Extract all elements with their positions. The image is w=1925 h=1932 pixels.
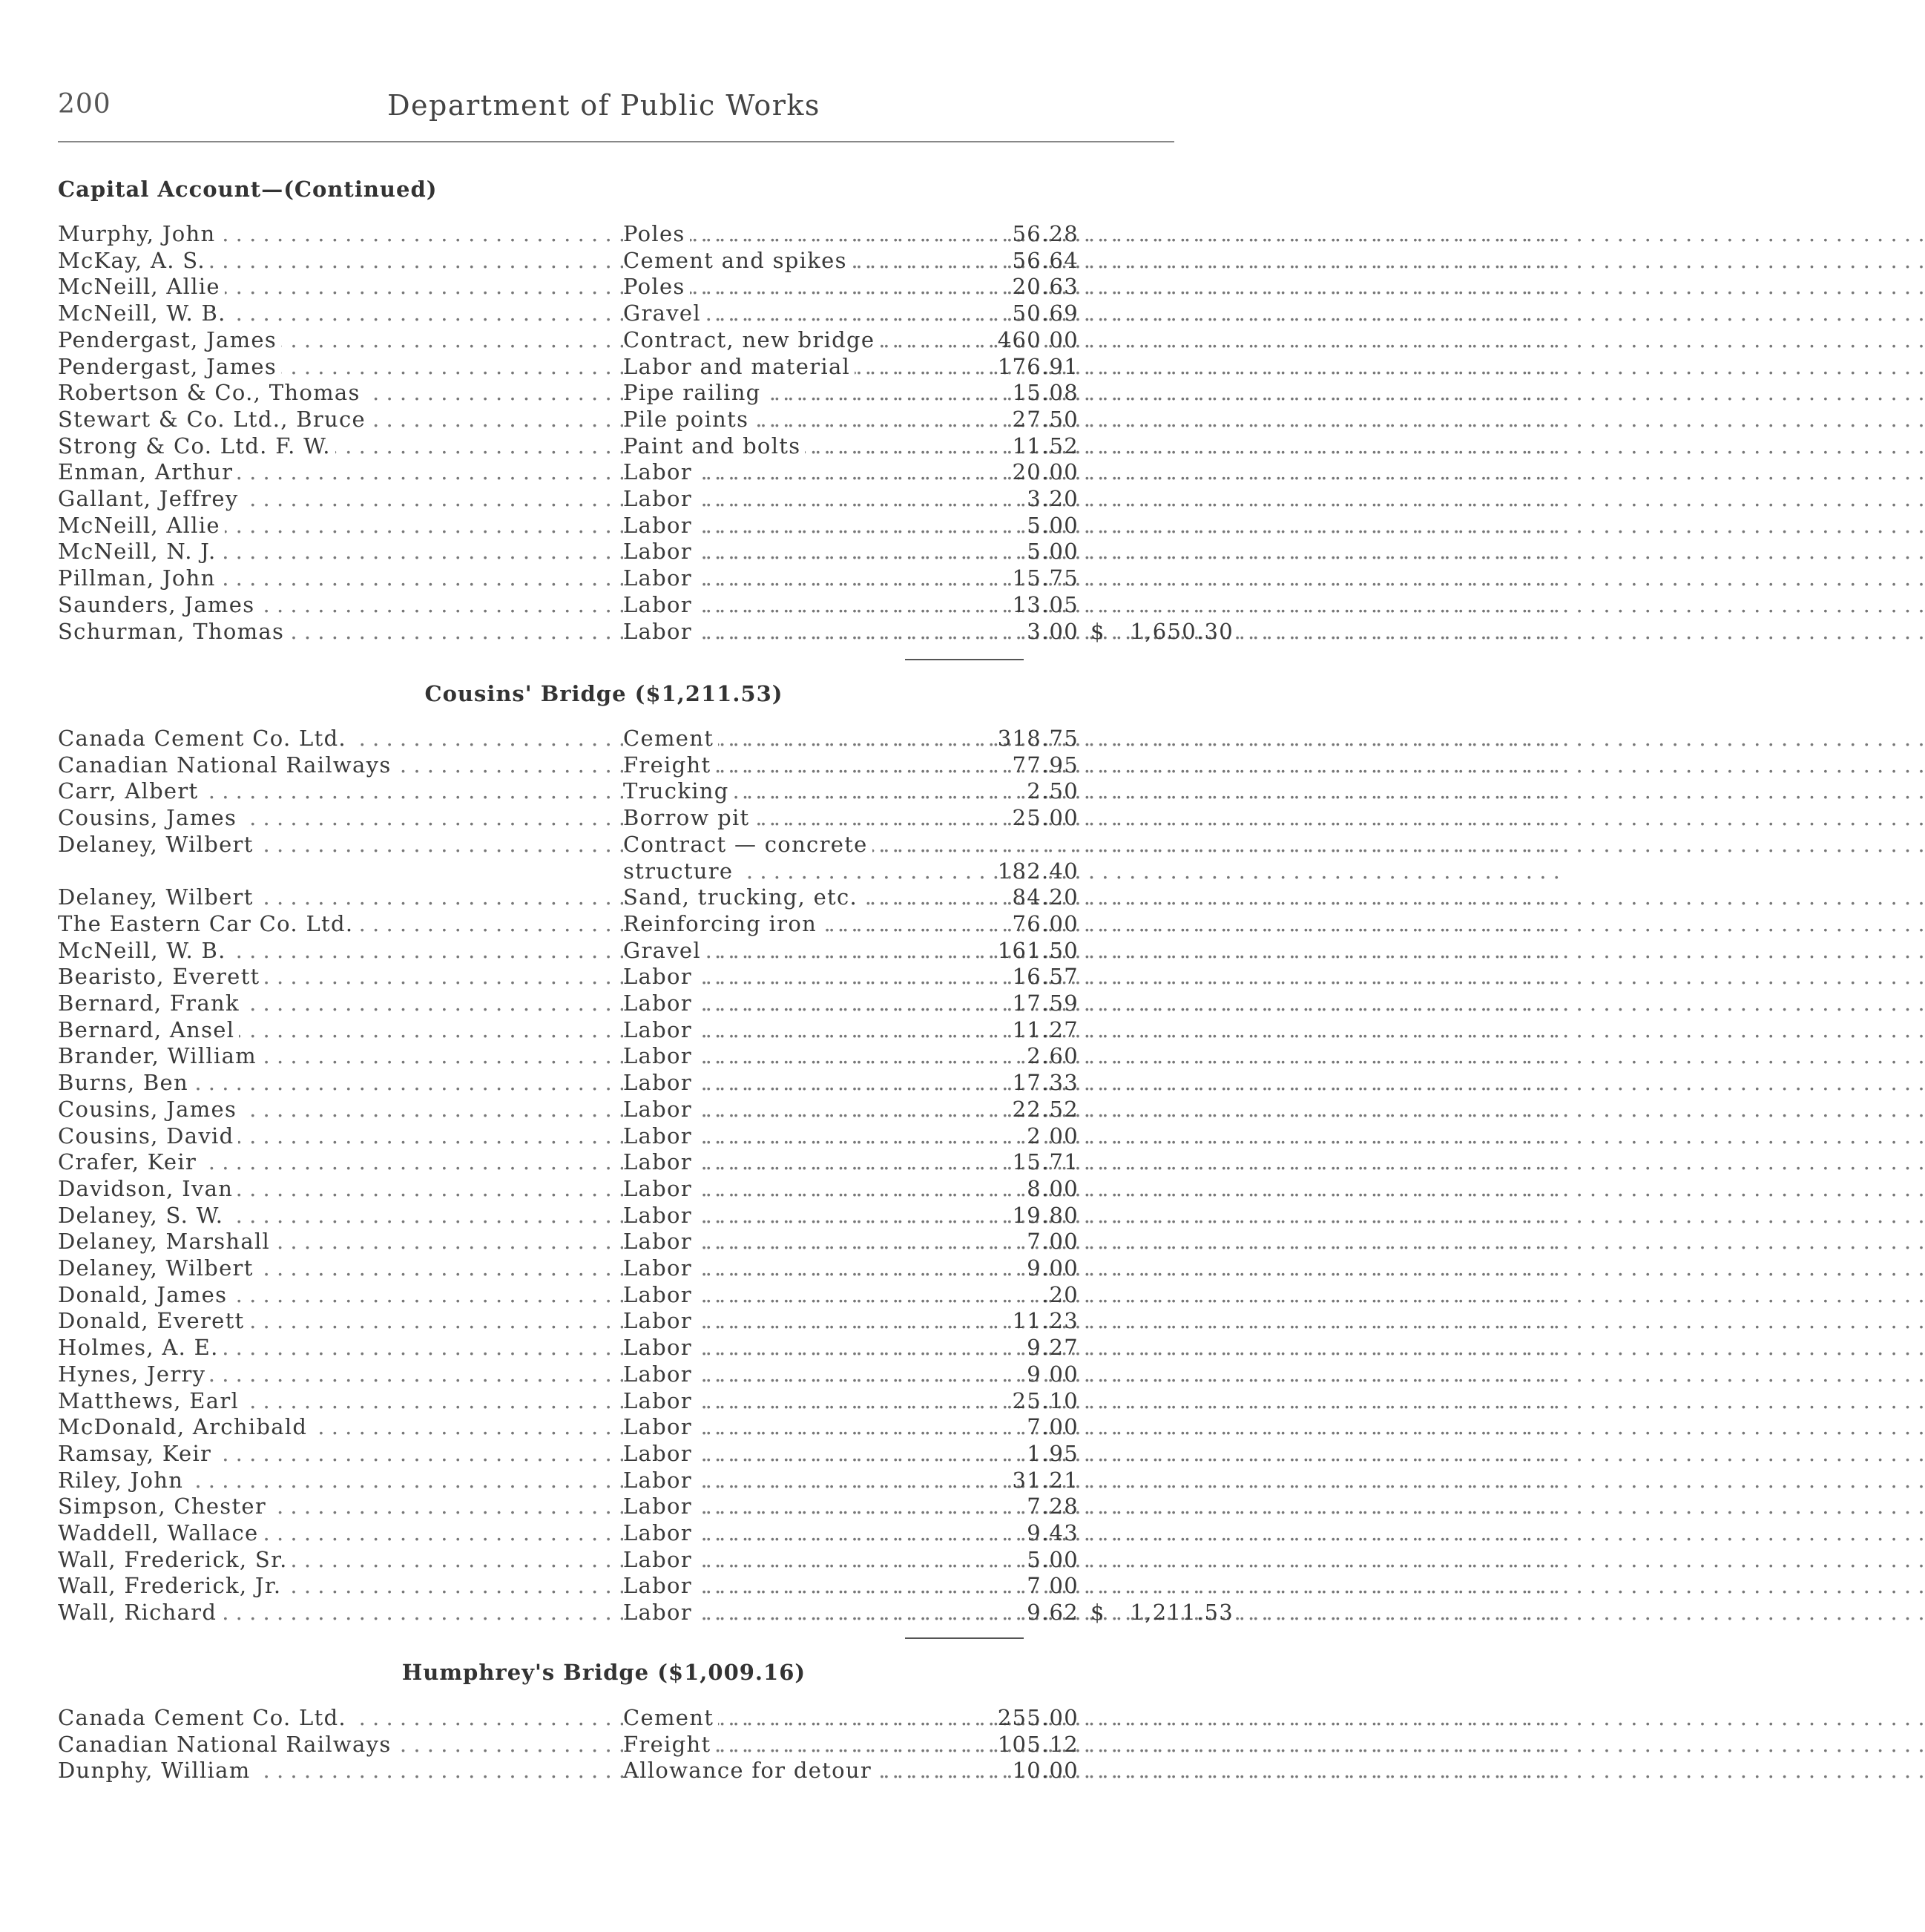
amount-value: 9.62 bbox=[1027, 1600, 1079, 1626]
payee-name: Carr, Albert bbox=[58, 778, 203, 804]
amount-value: 84.20 bbox=[1012, 884, 1079, 910]
amount-value: 182.40 bbox=[997, 858, 1079, 884]
table-row bbox=[58, 1732, 1174, 1757]
header-rule bbox=[58, 141, 1174, 142]
payee-name: Cousins, James bbox=[58, 1097, 241, 1122]
purpose-text: Labor bbox=[623, 1176, 697, 1201]
table-row bbox=[58, 1308, 1174, 1333]
payee-name: Pillman, John bbox=[58, 565, 220, 591]
table-row bbox=[58, 805, 1174, 830]
purpose-text: Cement bbox=[623, 726, 718, 751]
payee-name: The Eastern Car Co. Ltd. bbox=[58, 911, 358, 936]
payee-name: Gallant, Jeffrey bbox=[58, 486, 243, 511]
purpose-text: Contract, new bridge bbox=[623, 327, 879, 352]
purpose-text: Trucking bbox=[623, 778, 734, 804]
payee-name: McNeill, W. B. bbox=[58, 938, 231, 963]
amount-value: 56.28 bbox=[1012, 221, 1079, 246]
purpose-text: Labor bbox=[623, 1123, 697, 1149]
amount-value: 255.00 bbox=[997, 1705, 1079, 1730]
purpose-text: Paint and bolts bbox=[623, 433, 805, 459]
table-row bbox=[58, 407, 1174, 432]
table-row bbox=[58, 778, 1174, 804]
page-title: Department of Public Works bbox=[387, 89, 820, 122]
payee-name: Dunphy, William bbox=[58, 1758, 255, 1783]
payee-name: Davidson, Ivan bbox=[58, 1176, 237, 1201]
table-row bbox=[58, 618, 1234, 644]
purpose-text: Labor bbox=[623, 1203, 697, 1228]
table-row bbox=[58, 990, 1174, 1016]
table-row bbox=[58, 1229, 1174, 1254]
purpose-text: Labor bbox=[623, 1017, 697, 1042]
purpose-text: Labor bbox=[623, 1547, 697, 1572]
amount-value: 76.00 bbox=[1012, 910, 1079, 936]
table-row bbox=[58, 327, 1174, 352]
purpose-text: Labor bbox=[623, 964, 697, 989]
amount-value: 2 00 bbox=[1027, 1123, 1079, 1149]
amount-value: 7 00 bbox=[1027, 1573, 1079, 1599]
amount-value: 9.27 bbox=[1027, 1335, 1079, 1361]
capital-account-heading: Capital Account—(Continued) bbox=[58, 177, 438, 202]
purpose-text: Labor bbox=[623, 1097, 697, 1122]
purpose-text: Gravel bbox=[623, 300, 705, 326]
payee-name: Delaney, Marshall bbox=[58, 1229, 274, 1254]
table-row bbox=[58, 1441, 1174, 1466]
amount-value: 105.12 bbox=[997, 1731, 1079, 1757]
purpose-text: Labor bbox=[623, 1468, 697, 1493]
purpose-text: Labor bbox=[623, 1441, 697, 1466]
payee-name: Brander, William bbox=[58, 1043, 261, 1068]
payee-name: Donald, James bbox=[58, 1282, 231, 1307]
page-header bbox=[0, 89, 1208, 134]
payee-name: Crafer, Keir bbox=[58, 1149, 201, 1174]
amount-value: 2.60 bbox=[1027, 1043, 1079, 1069]
purpose-text: Sand, trucking, etc. bbox=[623, 884, 862, 910]
payee-name: Delaney, S. W. bbox=[58, 1203, 228, 1228]
amount-value: 5.00 bbox=[1027, 512, 1079, 538]
purpose-text: Pipe railing bbox=[623, 380, 766, 405]
table-row bbox=[58, 1414, 1174, 1439]
purpose-text: Labor bbox=[623, 565, 697, 591]
purpose-text: Labor bbox=[623, 1600, 697, 1625]
table-row bbox=[58, 1282, 1174, 1307]
purpose-text: Labor bbox=[623, 1494, 697, 1519]
table-row bbox=[58, 1705, 1174, 1730]
dollar-sign: $ bbox=[1090, 1600, 1105, 1626]
payee-name: McNeill, Allie bbox=[58, 513, 225, 538]
table-row bbox=[58, 1494, 1174, 1519]
table-row bbox=[58, 433, 1174, 459]
table-row bbox=[58, 938, 1174, 963]
amount-value: 15.08 bbox=[1012, 380, 1079, 406]
amount-value: 20.63 bbox=[1012, 274, 1079, 300]
table-row bbox=[58, 354, 1174, 379]
table-row bbox=[58, 274, 1174, 299]
payee-name: Murphy, John bbox=[58, 221, 220, 246]
purpose-text: Labor bbox=[623, 539, 697, 564]
table-row bbox=[58, 486, 1174, 511]
amount-value: 22.52 bbox=[1012, 1096, 1079, 1122]
table-row bbox=[58, 1758, 1174, 1783]
amount-value: 11.23 bbox=[1012, 1308, 1079, 1334]
payee-name: Holmes, A. E. bbox=[58, 1335, 223, 1360]
amount-value: 9 00 bbox=[1027, 1361, 1079, 1387]
table-row bbox=[58, 1255, 1174, 1281]
amount-value: 5.00 bbox=[1027, 539, 1079, 565]
table-row bbox=[58, 1043, 1174, 1068]
purpose-text: Labor bbox=[623, 1335, 697, 1360]
table-row bbox=[58, 1520, 1174, 1545]
payee-name: Saunders, James bbox=[58, 592, 259, 617]
purpose-text: Labor bbox=[623, 1361, 697, 1387]
payee-name: McNeill, Allie bbox=[58, 274, 225, 299]
payee-name: Ramsay, Keir bbox=[58, 1441, 216, 1466]
amount-value: 25.00 bbox=[1012, 805, 1079, 831]
page-number: 200 bbox=[58, 89, 111, 119]
payee-name: McDonald, Archibald bbox=[58, 1414, 312, 1439]
amount-value: .20 bbox=[1041, 1281, 1079, 1307]
purpose-text: Labor bbox=[623, 1308, 697, 1333]
payee-name: Cousins, James bbox=[58, 805, 241, 830]
payee-name: Robertson & Co., Thomas bbox=[58, 380, 365, 405]
payee-name: Burns, Ben bbox=[58, 1070, 193, 1095]
amount-value: 460 00 bbox=[997, 326, 1079, 352]
purpose-text: Labor bbox=[623, 1043, 697, 1068]
purpose-text: Reinforcing iron bbox=[623, 911, 821, 936]
amount-value: 7.28 bbox=[1027, 1494, 1079, 1519]
payee-name: Delaney, Wilbert bbox=[58, 884, 258, 910]
amount-value: 77.95 bbox=[1012, 752, 1079, 778]
payee-name: Wall, Richard bbox=[58, 1600, 221, 1625]
purpose-text: Labor bbox=[623, 1414, 697, 1439]
table-row bbox=[58, 964, 1174, 989]
payee-name: Donald, Everett bbox=[58, 1308, 249, 1333]
purpose-text: Freight bbox=[623, 752, 715, 778]
table-row bbox=[58, 884, 1174, 910]
payee-name: Delaney, Wilbert bbox=[58, 832, 258, 857]
amount-value: 16.57 bbox=[1012, 964, 1079, 990]
table-row bbox=[58, 248, 1174, 273]
purpose-text: Cement and spikes bbox=[623, 248, 852, 273]
amount-value: 31.21 bbox=[1012, 1467, 1079, 1493]
table-row bbox=[58, 300, 1174, 326]
table-row bbox=[58, 1573, 1174, 1598]
dollar-sign: $ bbox=[1090, 618, 1105, 644]
purpose-text: Labor bbox=[623, 1282, 697, 1307]
table-row bbox=[58, 565, 1174, 591]
table-row bbox=[58, 1468, 1174, 1493]
purpose-text: Allowance for detour bbox=[623, 1758, 876, 1783]
amount-value: 11.27 bbox=[1012, 1016, 1079, 1042]
cousins-bridge-heading: Cousins' Bridge ($1,211.53) bbox=[424, 681, 783, 706]
amount-value: 17.59 bbox=[1012, 990, 1079, 1016]
payee-name: Matthews, Earl bbox=[58, 1388, 243, 1413]
table-row bbox=[58, 1123, 1174, 1149]
purpose-text: Poles bbox=[623, 221, 690, 246]
table-row bbox=[58, 858, 1174, 884]
payee-name: Wall, Frederick, Sr. bbox=[58, 1547, 292, 1572]
payee-name: Wall, Frederick, Jr. bbox=[58, 1573, 286, 1598]
amount-value: 7.00 bbox=[1027, 1414, 1079, 1440]
payee-name: Canadian National Railways bbox=[58, 1732, 396, 1757]
purpose-text: Labor bbox=[623, 592, 697, 617]
payee-name: Canada Cement Co. Ltd. bbox=[58, 726, 351, 751]
amount-value: 3.20 bbox=[1027, 486, 1079, 511]
table-row bbox=[58, 1388, 1174, 1413]
purpose-text: Cement bbox=[623, 1705, 718, 1730]
table-row bbox=[58, 1547, 1174, 1572]
purpose-text: Labor bbox=[623, 486, 697, 511]
purpose-text: Labor bbox=[623, 1255, 697, 1281]
amount-value: 19.80 bbox=[1012, 1202, 1079, 1228]
purpose-text: structure bbox=[623, 858, 737, 884]
amount-value: 8.00 bbox=[1027, 1175, 1079, 1201]
payee-name: Stewart & Co. Ltd., Bruce bbox=[58, 407, 370, 432]
amount-value: 318.75 bbox=[997, 726, 1079, 751]
payee-name: Waddell, Wallace bbox=[58, 1520, 263, 1545]
payee-name: Canada Cement Co. Ltd. bbox=[58, 1705, 351, 1730]
table-row bbox=[58, 1176, 1174, 1201]
amount-value: 20.00 bbox=[1012, 459, 1079, 485]
amount-value: 7.00 bbox=[1027, 1229, 1079, 1255]
table-row bbox=[58, 752, 1174, 778]
table-row bbox=[58, 380, 1174, 405]
amount-value: 50.69 bbox=[1012, 300, 1079, 326]
payee-name: Pendergast, James bbox=[58, 327, 281, 352]
amount-value: 56.64 bbox=[1012, 247, 1079, 273]
table-row bbox=[58, 1017, 1174, 1042]
table-row bbox=[58, 1361, 1174, 1387]
humphreys-bridge-heading: Humphrey's Bridge ($1,009.16) bbox=[401, 1660, 806, 1685]
table-row bbox=[58, 539, 1174, 564]
payee-name: Riley, John bbox=[58, 1468, 188, 1493]
amount-value: 161.50 bbox=[997, 937, 1079, 963]
payee-name: McKay, A. S. bbox=[58, 248, 210, 273]
amount-value: 3.00 bbox=[1027, 618, 1079, 644]
table-row bbox=[58, 513, 1174, 538]
amount-value: 17.33 bbox=[1012, 1070, 1079, 1096]
purpose-text: Labor bbox=[623, 1229, 697, 1254]
purpose-text: Labor bbox=[623, 459, 697, 484]
table-row bbox=[58, 592, 1174, 617]
payee-name: Bernard, Frank bbox=[58, 990, 244, 1016]
purpose-text: Pile points bbox=[623, 407, 753, 432]
amount-value: 5.00 bbox=[1027, 1546, 1079, 1572]
purpose-text: Labor bbox=[623, 1070, 697, 1095]
payee-name: Cousins, David bbox=[58, 1123, 238, 1149]
section-total: 1,211.53 bbox=[1130, 1600, 1234, 1626]
payee-name: Bernard, Ansel bbox=[58, 1017, 239, 1042]
payee-name: Strong & Co. Ltd. F. W. bbox=[58, 433, 335, 459]
table-row bbox=[58, 726, 1174, 751]
purpose-text: Borrow pit bbox=[623, 805, 754, 830]
payee-name: Enman, Arthur bbox=[58, 459, 237, 484]
table-row bbox=[58, 1335, 1174, 1360]
purpose-text: Labor bbox=[623, 1388, 697, 1413]
payee-name: Simpson, Chester bbox=[58, 1494, 271, 1519]
purpose-text: Labor bbox=[623, 990, 697, 1016]
section-total: 1,650.30 bbox=[1130, 618, 1234, 644]
amount-value: 1.95 bbox=[1027, 1440, 1079, 1466]
amount-value: 15.71 bbox=[1012, 1149, 1079, 1175]
payee-name: Pendergast, James bbox=[58, 354, 281, 379]
payee-name: Canadian National Railways bbox=[58, 752, 396, 778]
amount-value: 15.75 bbox=[1012, 565, 1079, 591]
table-row bbox=[58, 832, 1174, 857]
cousins-sum-rule bbox=[905, 1637, 1024, 1639]
purpose-text: Labor bbox=[623, 1520, 697, 1545]
purpose-text: Poles bbox=[623, 274, 690, 299]
amount-value: 10.00 bbox=[1012, 1758, 1079, 1784]
capital-sum-rule bbox=[905, 659, 1024, 660]
purpose-text: Labor bbox=[623, 1149, 697, 1174]
table-row bbox=[58, 1600, 1234, 1626]
table-row bbox=[58, 221, 1174, 246]
purpose-text: Contract — concrete bbox=[623, 832, 872, 857]
payee-name: Delaney, Wilbert bbox=[58, 1255, 258, 1281]
table-row bbox=[58, 459, 1174, 484]
amount-value: 25.10 bbox=[1012, 1387, 1079, 1413]
table-row bbox=[58, 1070, 1174, 1095]
table-row bbox=[58, 1097, 1174, 1122]
payee-name: McNeill, N. J. bbox=[58, 539, 220, 564]
purpose-text: Gravel bbox=[623, 938, 705, 963]
table-row bbox=[58, 911, 1174, 936]
purpose-text: Labor bbox=[623, 513, 697, 538]
payee-name: Hynes, Jerry bbox=[58, 1361, 210, 1387]
payee-name: Bearisto, Everett bbox=[58, 964, 264, 989]
amount-value: 27.50 bbox=[1012, 406, 1079, 432]
purpose-text: Labor and material bbox=[623, 354, 855, 379]
payee-name: McNeill, W. B. bbox=[58, 300, 231, 326]
payee-name: Schurman, Thomas bbox=[58, 619, 289, 644]
purpose-text: Freight bbox=[623, 1732, 715, 1757]
amount-value: 2.50 bbox=[1027, 778, 1079, 804]
amount-value: 9.00 bbox=[1027, 1255, 1079, 1281]
amount-value: 9.43 bbox=[1027, 1520, 1079, 1545]
purpose-text: Labor bbox=[623, 1573, 697, 1598]
amount-value: 176.91 bbox=[997, 353, 1079, 379]
purpose-text: Labor bbox=[623, 619, 697, 644]
amount-value: 11.52 bbox=[1012, 433, 1079, 459]
table-row bbox=[58, 1149, 1174, 1174]
amount-value: 13.05 bbox=[1012, 591, 1079, 617]
table-row bbox=[58, 1203, 1174, 1228]
